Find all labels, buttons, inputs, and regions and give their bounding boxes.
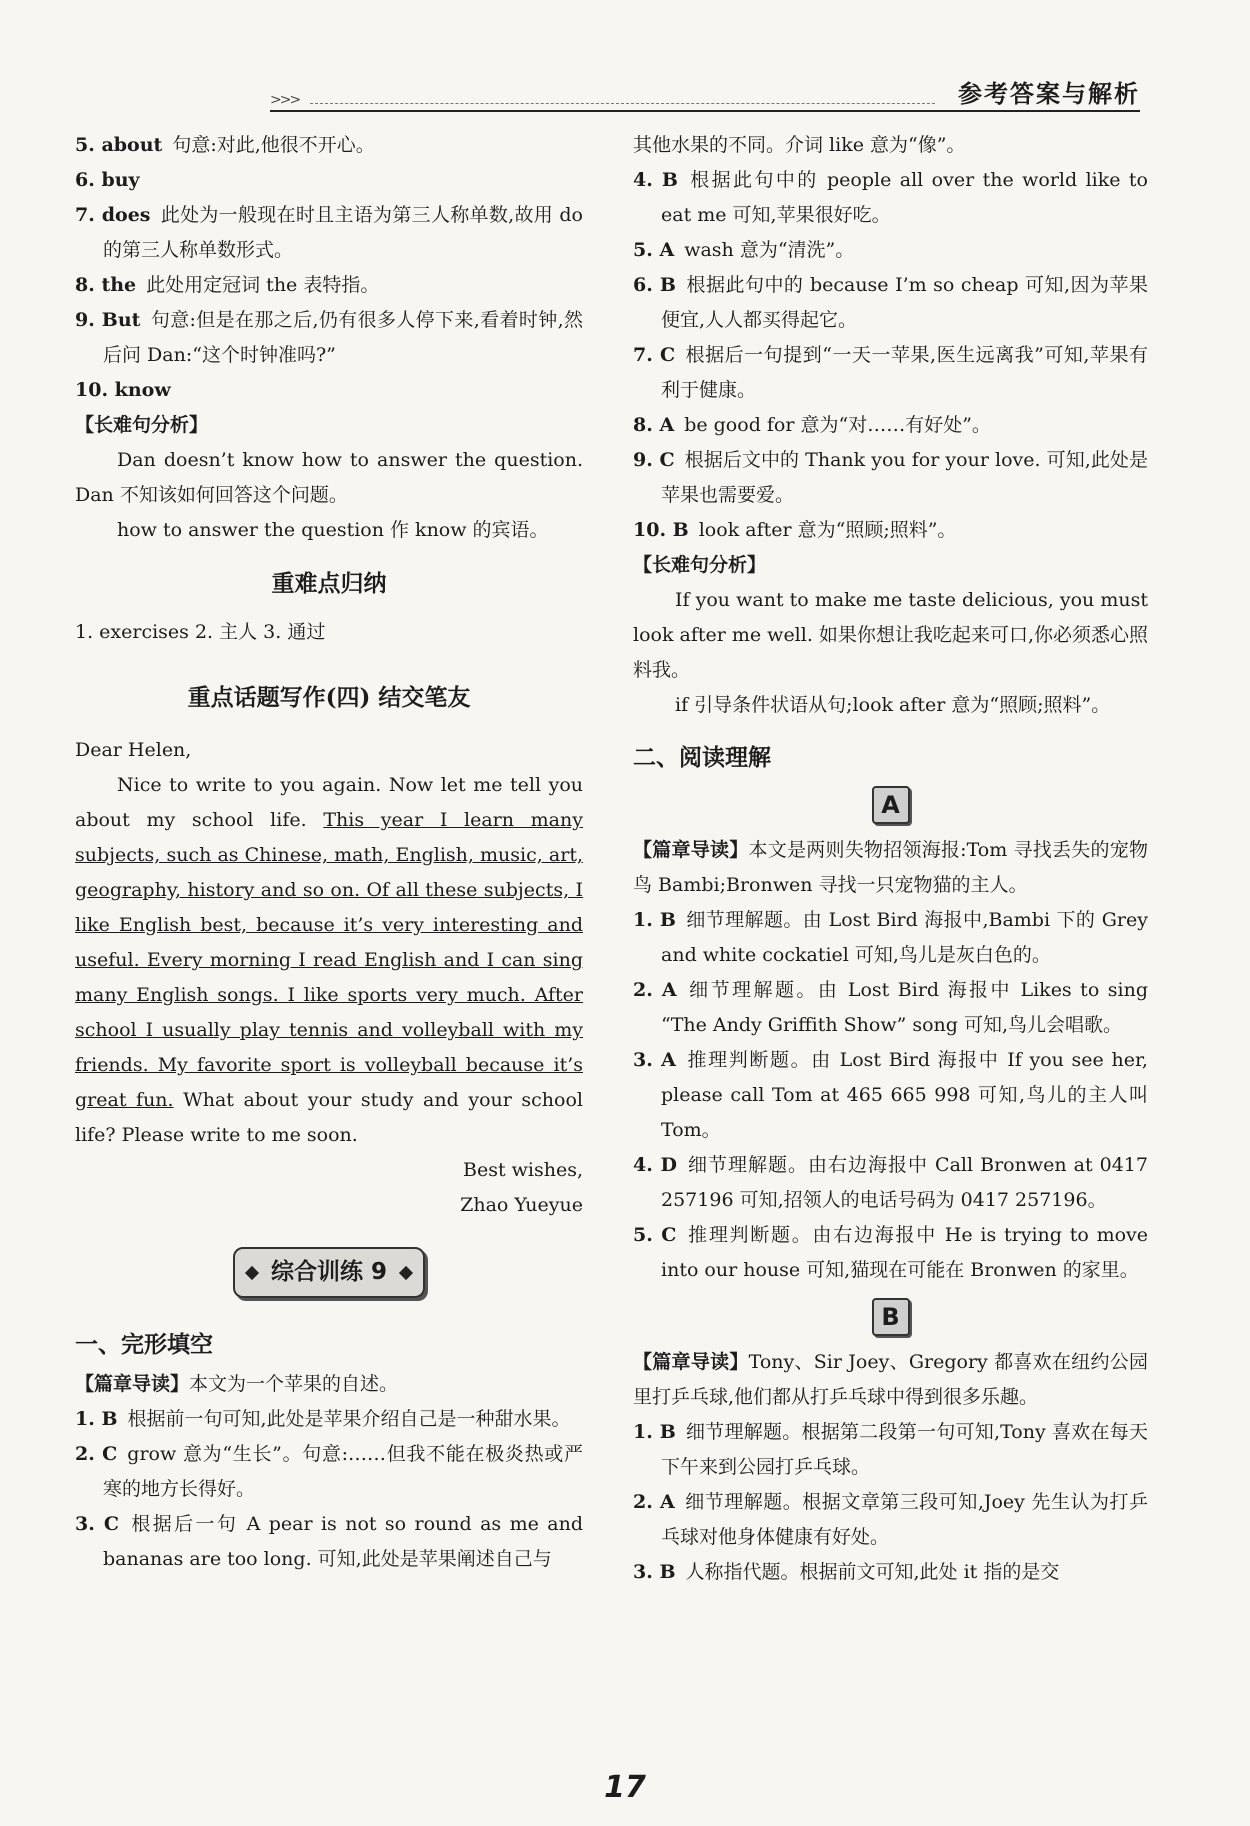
answer-item: 2. A 细节理解题。由 Lost Bird 海报中 Likes to sing “The Andy Griffith Show” song 可知,鸟儿会唱歌。 [633,979,1148,1036]
page-number: 17 [604,1770,646,1805]
answer-item: 1. B 根据前一句可知,此处是苹果介绍自己是一种甜水果。 [75,1408,571,1430]
answer-item: 9. But 句意:但是在那之后,仍有很多人停下来,看着时钟,然后问 Dan:“这个时钟准吗?” [75,309,583,366]
analysis-label: 【长难句分析】 [633,554,767,576]
left-column [75,128,583,1577]
answer-item: 1. B 细节理解题。由 Lost Bird 海报中,Bambi 下的 Grey and white cockatiel 可知,鸟儿是灰白色的。 [633,909,1148,966]
summary-answers: 1. exercises 2. 主人 3. 通过 [75,621,326,643]
answer-item: 5. A wash 意为“清洗”。 [633,239,855,261]
answer-item: 8. A be good for 意为“对……有好处”。 [633,414,991,436]
summary-title: 重难点归纳 [271,570,387,597]
letter-greeting: Dear Helen, [75,739,192,761]
answer-item: 3. C 根据后一句 A pear is not so round as me and bananas are too long. 可知,此处是苹果阐述自己与 [75,1513,583,1570]
answer-item: 6. B 根据此句中的 because I’m so cheap 可知,因为苹果便宜,人人都买得起它。 [633,274,1148,331]
letter-body: Nice to write to you again. Now let me tell you about my school life. This year I learn many subjects, such as Chinese, math, English, music, art, geography, history and so on. Of all these subjects, I like English best, because it’s very interesting and useful. Every morning I read English and I can sing many English songs. I like sports very much. After school I usually play tennis and volleyball with my friends. My favorite sport is volleyball because it’s great fun. What about your study and your school life? Please write to me soon. [75,774,583,1146]
header-dashed-line [310,103,935,104]
cloze-title: 一、完形填空 [75,1332,213,1358]
answer-item: 6. buy [75,169,140,191]
answer-item: 3. B 人称指代题。根据前文可知,此处 it 指的是交 [633,1561,1060,1583]
answer-item: 4. B 根据此句中的 people all over the world like to eat me 可知,苹果很好吃。 [633,169,1148,226]
analysis-english: Dan doesn’t know how to answer the question. Dan 不知该如何回答这个问题。 [75,449,583,506]
answer-item: 10. B look after 意为“照顾;照料”。 [633,519,957,541]
answer-item: 7. does 此处为一般现在时且主语为第三人称单数,故用 do 的第三人称单数形式。 [75,204,583,261]
answer-item: 2. C grow 意为“生长”。句意:……但我不能在极炎热或严寒的地方长得好。 [75,1443,583,1500]
analysis-note: if 引导条件状语从句;look after 意为“照顾;照料”。 [675,694,1111,716]
answer-item: 8. the 此处用定冠词 the 表特指。 [75,274,380,296]
part-b-marker: B [633,1298,1148,1337]
part-b-guide: 【篇章导读】Tony、Sir Joey、Gregory 都喜欢在纽约公园里打乒乓球,他们都从打乒乓球中得到很多乐趣。 [633,1351,1148,1408]
header-title: 参考答案与解析 [958,80,1140,108]
diamond-icon [399,1265,413,1279]
answer-item: 5. about 句意:对此,他很不开心。 [75,134,375,156]
reading-title: 二、阅读理解 [633,745,771,771]
page-header [270,70,1140,110]
answer-item: 3. A 推理判断题。由 Lost Bird 海报中 If you see her, please call Tom at 465 665 998 可知,鸟儿的主人叫 Tom。 [633,1049,1148,1141]
continued-text: 其他水果的不同。介词 like 意为“像”。 [633,134,966,156]
analysis-label: 【长难句分析】 [75,414,209,436]
answer-item: 2. A 细节理解题。根据文章第三段可知,Joey 先生认为打乒乓球对他身体健康有好处。 [633,1491,1148,1548]
analysis-english: If you want to make me taste delicious, you must look after me well. 如果你想让我吃起来可口,你必须悉心照料我。 [633,589,1148,681]
writing-title: 重点话题写作(四) 结交笔友 [187,684,471,711]
letter-signature: Zhao Yueyue [460,1194,583,1216]
part-a-guide: 【篇章导读】本文是两则失物招领海报:Tom 寻找丢失的宠物鸟 Bambi;Bronwen 寻找一只宠物猫的主人。 [633,839,1148,896]
exercise-badge: 综合训练 9 [75,1247,583,1298]
answer-item: 9. C 根据后文中的 Thank you for your love. 可知,此处是苹果也需要爱。 [633,449,1148,506]
answer-item: 4. D 细节理解题。由右边海报中 Call Bronwen at 0417 257196 可知,招领人的电话号码为 0417 257196。 [633,1154,1148,1211]
answer-item: 10. know [75,379,171,401]
answer-item: 1. B 细节理解题。根据第二段第一句可知,Tony 喜欢在每天下午来到公园打乒乓球。 [633,1421,1148,1478]
letter-underlined-text: This year I learn many subjects, such as Chinese, math, English, music, art, geography, history and so on. Of all these subjects, I like English best, because it’s very interesting and useful. Every morning I read English and I can sing many English songs. I like sports very much. After school I usually play tennis and volleyball with my friends. My favorite sport is volleyball because it’s great fun. [75,809,583,1111]
cloze-guide: 【篇章导读】本文为一个苹果的自述。 [75,1373,399,1395]
header-arrows: >>> [270,92,300,108]
letter-closing: Best wishes, [463,1159,583,1181]
right-column [633,128,1148,1590]
header-rule [270,110,1140,112]
answer-item: 5. C 推理判断题。由右边海报中 He is trying to move into our house 可知,猫现在可能在 Bronwen 的家里。 [633,1224,1148,1281]
answer-item: 7. C 根据后一句提到“一天一苹果,医生远离我”可知,苹果有利于健康。 [633,344,1148,401]
diamond-icon [245,1265,259,1279]
analysis-note: how to answer the question 作 know 的宾语。 [117,519,549,541]
part-a-marker: A [633,786,1148,825]
